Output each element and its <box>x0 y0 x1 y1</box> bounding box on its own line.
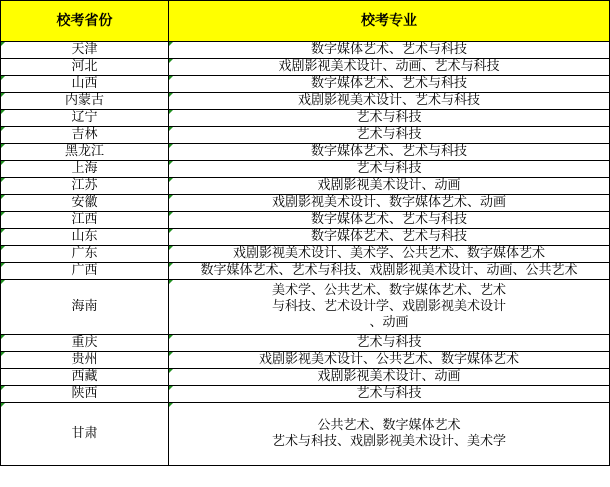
cell-marker-icon <box>169 369 173 373</box>
table-row <box>1 229 610 246</box>
cell-marker-icon <box>169 246 173 250</box>
table-row <box>1 246 610 263</box>
major-line: 数字媒体艺术、艺术与科技 <box>310 144 467 159</box>
major-cell[interactable] <box>169 335 610 352</box>
table-row <box>1 280 610 335</box>
province-cell[interactable] <box>1 178 169 195</box>
major-cell[interactable] <box>169 178 610 195</box>
province-text: 海南 <box>71 299 98 314</box>
province-text: 广东 <box>71 246 98 261</box>
major-line: 数字媒体艺术、艺术与科技 <box>310 76 467 91</box>
major-line: 数字媒体艺术、艺术与科技、戏剧影视美术设计、动画、公共艺术 <box>200 263 578 278</box>
cell-marker-icon <box>1 127 5 131</box>
cell-marker-icon <box>169 110 173 114</box>
province-cell[interactable] <box>1 352 169 369</box>
cell-marker-icon <box>1 76 5 80</box>
major-cell[interactable] <box>169 144 610 161</box>
cell-marker-icon <box>169 280 173 284</box>
cell-marker-icon <box>1 335 5 339</box>
major-cell[interactable] <box>169 110 610 127</box>
cell-marker-icon <box>1 246 5 250</box>
major-cell[interactable] <box>169 127 610 144</box>
major-line: 艺术与科技 <box>356 161 422 176</box>
table-row <box>1 127 610 144</box>
table-row <box>1 352 610 369</box>
province-text: 江西 <box>71 212 98 227</box>
province-text: 甘肃 <box>71 426 98 441</box>
table-row <box>1 386 610 403</box>
table-row <box>1 212 610 229</box>
cell-marker-icon <box>169 335 173 339</box>
cell-marker-icon <box>169 76 173 80</box>
cell-marker-icon <box>1 229 5 233</box>
major-cell[interactable] <box>169 369 610 386</box>
cell-marker-icon <box>1 110 5 114</box>
province-cell[interactable] <box>1 246 169 263</box>
header-province[interactable]: 校考省份 <box>1 1 169 42</box>
province-cell[interactable] <box>1 212 169 229</box>
table-row <box>1 369 610 386</box>
major-line: 艺术与科技 <box>356 110 422 125</box>
province-text: 西藏 <box>71 369 98 384</box>
major-line: 戏剧影视美术设计、数字媒体艺术、动画 <box>271 195 506 210</box>
cell-marker-icon <box>169 178 173 182</box>
table-row <box>1 335 610 352</box>
province-cell[interactable] <box>1 144 169 161</box>
major-line: 数字媒体艺术、艺术与科技 <box>310 42 467 57</box>
major-line: 公共艺术、数字媒体艺术 <box>317 418 461 433</box>
major-cell[interactable] <box>169 246 610 263</box>
province-cell[interactable] <box>1 161 169 178</box>
major-line: 、动画 <box>369 315 409 330</box>
province-text: 天津 <box>71 42 98 57</box>
table-row <box>1 93 610 110</box>
major-line: 艺术与科技 <box>356 386 422 401</box>
table-row <box>1 195 610 212</box>
province-text: 山东 <box>71 229 98 244</box>
table-row <box>1 178 610 195</box>
province-text: 安徽 <box>71 195 98 210</box>
province-text: 河北 <box>71 59 98 74</box>
major-line: 戏剧影视美术设计、动画 <box>317 178 461 193</box>
province-cell[interactable] <box>1 127 169 144</box>
table-row <box>1 59 610 76</box>
major-line: 数字媒体艺术、艺术与科技 <box>310 212 467 227</box>
major-line: 戏剧影视美术设计、动画 <box>317 369 461 384</box>
major-cell[interactable] <box>169 403 610 466</box>
table-row <box>1 161 610 178</box>
province-cell[interactable] <box>1 335 169 352</box>
major-cell[interactable] <box>169 195 610 212</box>
cell-marker-icon <box>169 42 173 46</box>
cell-marker-icon <box>169 263 173 267</box>
cell-marker-icon <box>1 195 5 199</box>
cell-marker-icon <box>1 93 5 97</box>
province-cell[interactable] <box>1 76 169 93</box>
major-line: 戏剧影视美术设计、美术学、公共艺术、数字媒体艺术 <box>232 246 545 261</box>
province-cell[interactable] <box>1 280 169 335</box>
table-body <box>1 42 610 466</box>
cell-marker-icon <box>169 229 173 233</box>
major-line: 戏剧影视美术设计、动画、艺术与科技 <box>278 59 500 74</box>
cell-marker-icon <box>1 212 5 216</box>
cell-marker-icon <box>169 403 173 407</box>
cell-marker-icon <box>169 161 173 165</box>
cell-marker-icon <box>169 386 173 390</box>
major-line: 艺术与科技、戏剧影视美术设计、美术学 <box>271 434 506 449</box>
major-cell[interactable] <box>169 280 610 335</box>
province-cell[interactable] <box>1 403 169 466</box>
province-cell[interactable] <box>1 59 169 76</box>
cell-marker-icon <box>169 144 173 148</box>
major-cell[interactable] <box>169 352 610 369</box>
province-cell[interactable] <box>1 386 169 403</box>
cell-marker-icon <box>169 352 173 356</box>
province-cell[interactable] <box>1 195 169 212</box>
cell-marker-icon <box>169 195 173 199</box>
cell-marker-icon <box>1 280 5 284</box>
major-line: 戏剧影视美术设计、艺术与科技 <box>297 93 480 108</box>
province-text: 黑龙江 <box>64 144 104 159</box>
province-text: 广西 <box>71 263 98 278</box>
header-major[interactable]: 校考专业 <box>169 1 610 42</box>
major-cell[interactable] <box>169 386 610 403</box>
province-text: 吉林 <box>71 127 98 142</box>
province-cell[interactable] <box>1 110 169 127</box>
province-text: 上海 <box>71 161 98 176</box>
major-line: 戏剧影视美术设计、公共艺术、数字媒体艺术 <box>258 352 519 367</box>
cell-marker-icon <box>1 178 5 182</box>
major-cell[interactable] <box>169 76 610 93</box>
cell-marker-icon <box>169 59 173 63</box>
cell-marker-icon <box>1 386 5 390</box>
major-line: 艺术与科技 <box>356 335 422 350</box>
province-text: 江苏 <box>71 178 98 193</box>
cell-marker-icon <box>169 212 173 216</box>
header-row <box>1 1 610 42</box>
major-line: 数字媒体艺术、艺术与科技 <box>310 229 467 244</box>
table-row <box>1 263 610 280</box>
major-cell[interactable] <box>169 263 610 280</box>
table-row <box>1 110 610 127</box>
province-text: 贵州 <box>71 352 98 367</box>
table-row <box>1 144 610 161</box>
cell-marker-icon <box>1 403 5 407</box>
province-text: 辽宁 <box>71 110 98 125</box>
major-cell[interactable] <box>169 212 610 229</box>
cell-marker-icon <box>1 263 5 267</box>
cell-marker-icon <box>169 127 173 131</box>
major-cell[interactable] <box>169 229 610 246</box>
cell-marker-icon <box>1 42 5 46</box>
major-cell[interactable] <box>169 42 610 59</box>
province-cell[interactable] <box>1 369 169 386</box>
table-row <box>1 76 610 93</box>
cell-marker-icon <box>1 352 5 356</box>
province-cell[interactable] <box>1 229 169 246</box>
province-cell[interactable] <box>1 93 169 110</box>
table-row <box>1 42 610 59</box>
province-text: 陕西 <box>71 386 98 401</box>
province-cell[interactable] <box>1 42 169 59</box>
major-line: 与科技、艺术设计学、戏剧影视美术设计 <box>271 299 506 314</box>
major-cell[interactable] <box>169 161 610 178</box>
cell-marker-icon <box>1 161 5 165</box>
cell-marker-icon <box>1 144 5 148</box>
province-cell[interactable] <box>1 263 169 280</box>
major-cell[interactable] <box>169 93 610 110</box>
cell-marker-icon <box>169 93 173 97</box>
table-row <box>1 403 610 466</box>
province-text: 山西 <box>71 76 98 91</box>
major-line: 美术学、公共艺术、数字媒体艺术、艺术 <box>271 283 506 298</box>
province-text: 重庆 <box>71 335 98 350</box>
major-cell[interactable] <box>169 59 610 76</box>
major-line: 艺术与科技 <box>356 127 422 142</box>
province-text: 内蒙古 <box>64 93 104 108</box>
